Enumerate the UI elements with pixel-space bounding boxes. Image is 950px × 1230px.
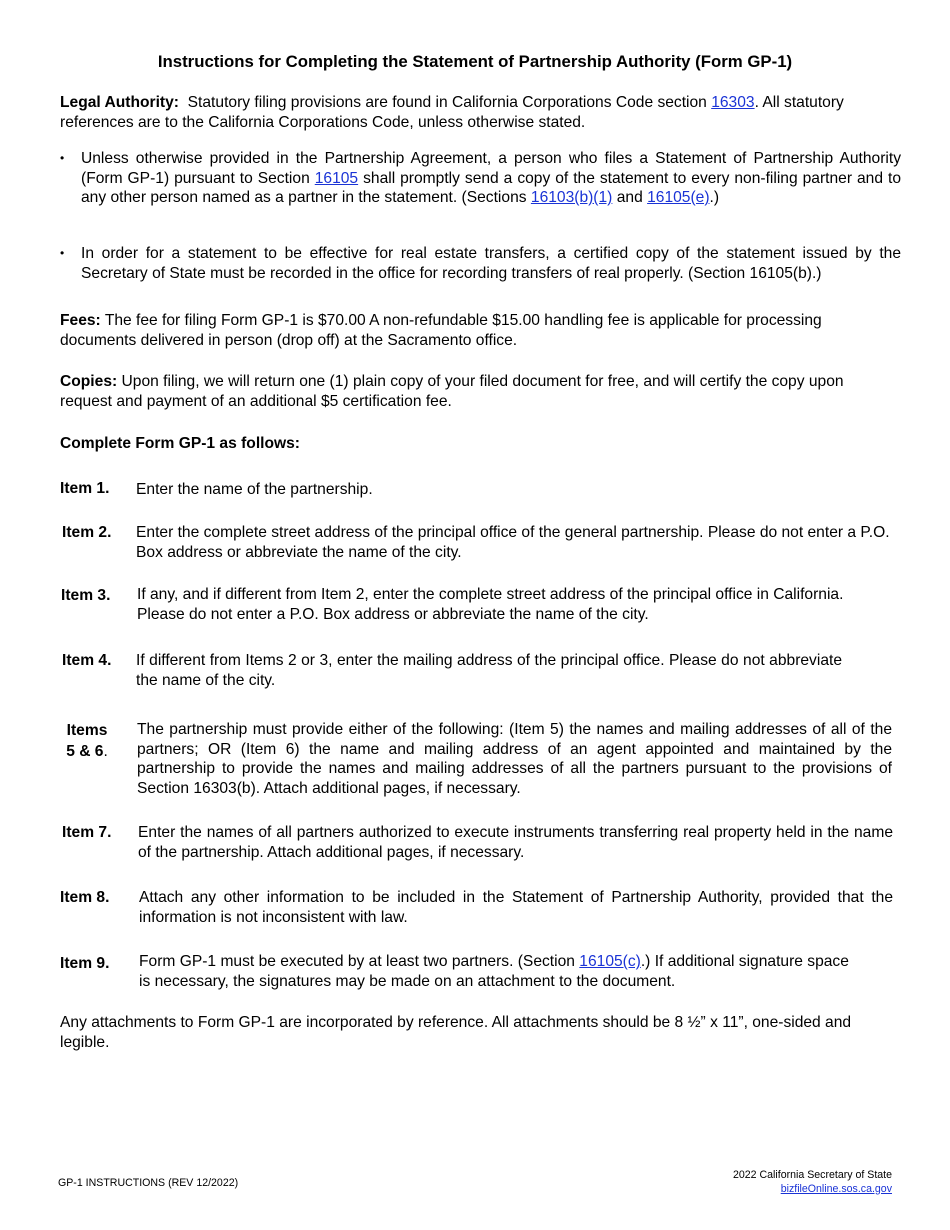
- item-3-text: If any, and if different from Item 2, enter the complete street address of the principal office in California. Please do not enter a P.O. Box address or abbreviate the name of the city.: [137, 586, 844, 623]
- item-7-label: Item 7.: [62, 824, 112, 841]
- legal-authority-paragraph: [60, 93, 895, 132]
- fees-text: The fee for filing Form GP-1 is $70.00 A non-refundable $15.00 handling fee is applicable for processing documents delivered in person (drop off) at the Sacramento office.: [60, 312, 822, 349]
- section-16105-link[interactable]: 16105: [314, 169, 359, 187]
- copies-paragraph: [60, 372, 895, 411]
- legal-authority-label: Legal Authority:: [60, 94, 179, 111]
- item-3-label: Item 3.: [61, 587, 111, 604]
- item-1-label: Item 1.: [60, 480, 110, 497]
- item-2-label: Item 2.: [62, 524, 112, 541]
- page-title: Instructions for Completing the Statement of Partnership Authority (Form GP-1): [157, 52, 793, 71]
- attachments-note: Any attachments to Form GP-1 are incorporated by reference. All attachments should be 8 ½” x 11”, one-sided and legible.: [60, 1014, 852, 1051]
- bullet-text: In order for a statement to be effective for real estate transfers, a certified copy of the statement issued by the Secretary of State must be recorded in the office for recording transfers of real properly. (Section 16105(b).): [81, 245, 901, 282]
- legal-authority-text: Statutory filing provisions are found in California Corporations Code section: [187, 94, 707, 111]
- footer-copyright: 2022 California Secretary of State: [733, 1169, 892, 1181]
- section-16103b1-link[interactable]: 16103(b)(1): [530, 189, 613, 206]
- fees-paragraph: [60, 311, 895, 350]
- copies-label: Copies:: [60, 373, 118, 390]
- bullet-icon: •: [60, 151, 65, 165]
- bizfile-online-link[interactable]: bizfileOnline.sos.ca.gov: [780, 1182, 892, 1195]
- footer-publisher: [733, 1169, 892, 1196]
- item-4-label: Item 4.: [62, 652, 112, 669]
- section-16303-link[interactable]: 16303: [711, 94, 755, 111]
- item-2-text: Enter the complete street address of the principal office of the general partnership. Please do not enter a P.O. Box address or abbreviate the name of the city.: [136, 524, 890, 561]
- item-8-label: Item 8.: [60, 889, 110, 906]
- item-9-label: Item 9.: [60, 955, 110, 972]
- copies-text: Upon filing, we will return one (1) plain copy of your filed document for free, and will certify the copy upon request and payment of an additional $5 certification fee.: [60, 373, 844, 410]
- fees-label: Fees:: [60, 312, 101, 329]
- items-5-6-label: [62, 720, 112, 762]
- section-16105c-link[interactable]: 16105(c): [579, 953, 641, 970]
- complete-form-heading: Complete Form GP-1 as follows:: [60, 435, 301, 452]
- item-8-text: Attach any other information to be included in the Statement of Partnership Authority, provided that the information is not inconsistent with law.: [139, 889, 893, 926]
- item-1-text: Enter the name of the partnership.: [136, 481, 373, 498]
- footer-form-revision: GP-1 INSTRUCTIONS (REV 12/2022): [58, 1177, 239, 1189]
- section-16105e-link[interactable]: 16105(e): [647, 189, 710, 206]
- legal-authority-text-2: . All statutory references are to the California Corporations Code, unless otherwise stated.: [60, 94, 844, 131]
- bullet-text: Unless otherwise provided in the Partnership Agreement, a person who files a Statement of Partnership Authority (Form GP-1) pursuant to Section 16105 shall promptly send a copy of the statement to every non-filing partner and to any other person named as a partner in the statement. (Sections 16103(b)(1) and 16105(e).): [81, 150, 901, 206]
- item-9-text: Form GP-1 must be executed by at least two partners. (Section 16105(c).) If additional signature space is necessary, the signatures may be made on an attachment to the document.: [139, 953, 849, 990]
- item-4-text: If different from Items 2 or 3, enter the mailing address of the principal office. Please do not abbreviate the name of the city.: [136, 652, 842, 689]
- bullet-icon: •: [60, 246, 65, 260]
- items-5-6-label-line2: 5 & 6.: [66, 743, 108, 760]
- items-5-6-text: The partnership must provide either of the following: (Item 5) the names and mailing addresses of all of the partners; OR (Item 6) the name and mailing address of an agent appointed and maintained by the partnership to provide the names and mailing addresses of all the partners pursuant to the provisions of Section 16303(b). Attach additional pages, if necessary.: [137, 721, 892, 797]
- items-5-6-label-line1: Items: [66, 722, 108, 739]
- item-7-text: Enter the names of all partners authorized to execute instruments transferring real property held in the name of the partnership. Attach additional pages, if necessary.: [138, 824, 893, 861]
